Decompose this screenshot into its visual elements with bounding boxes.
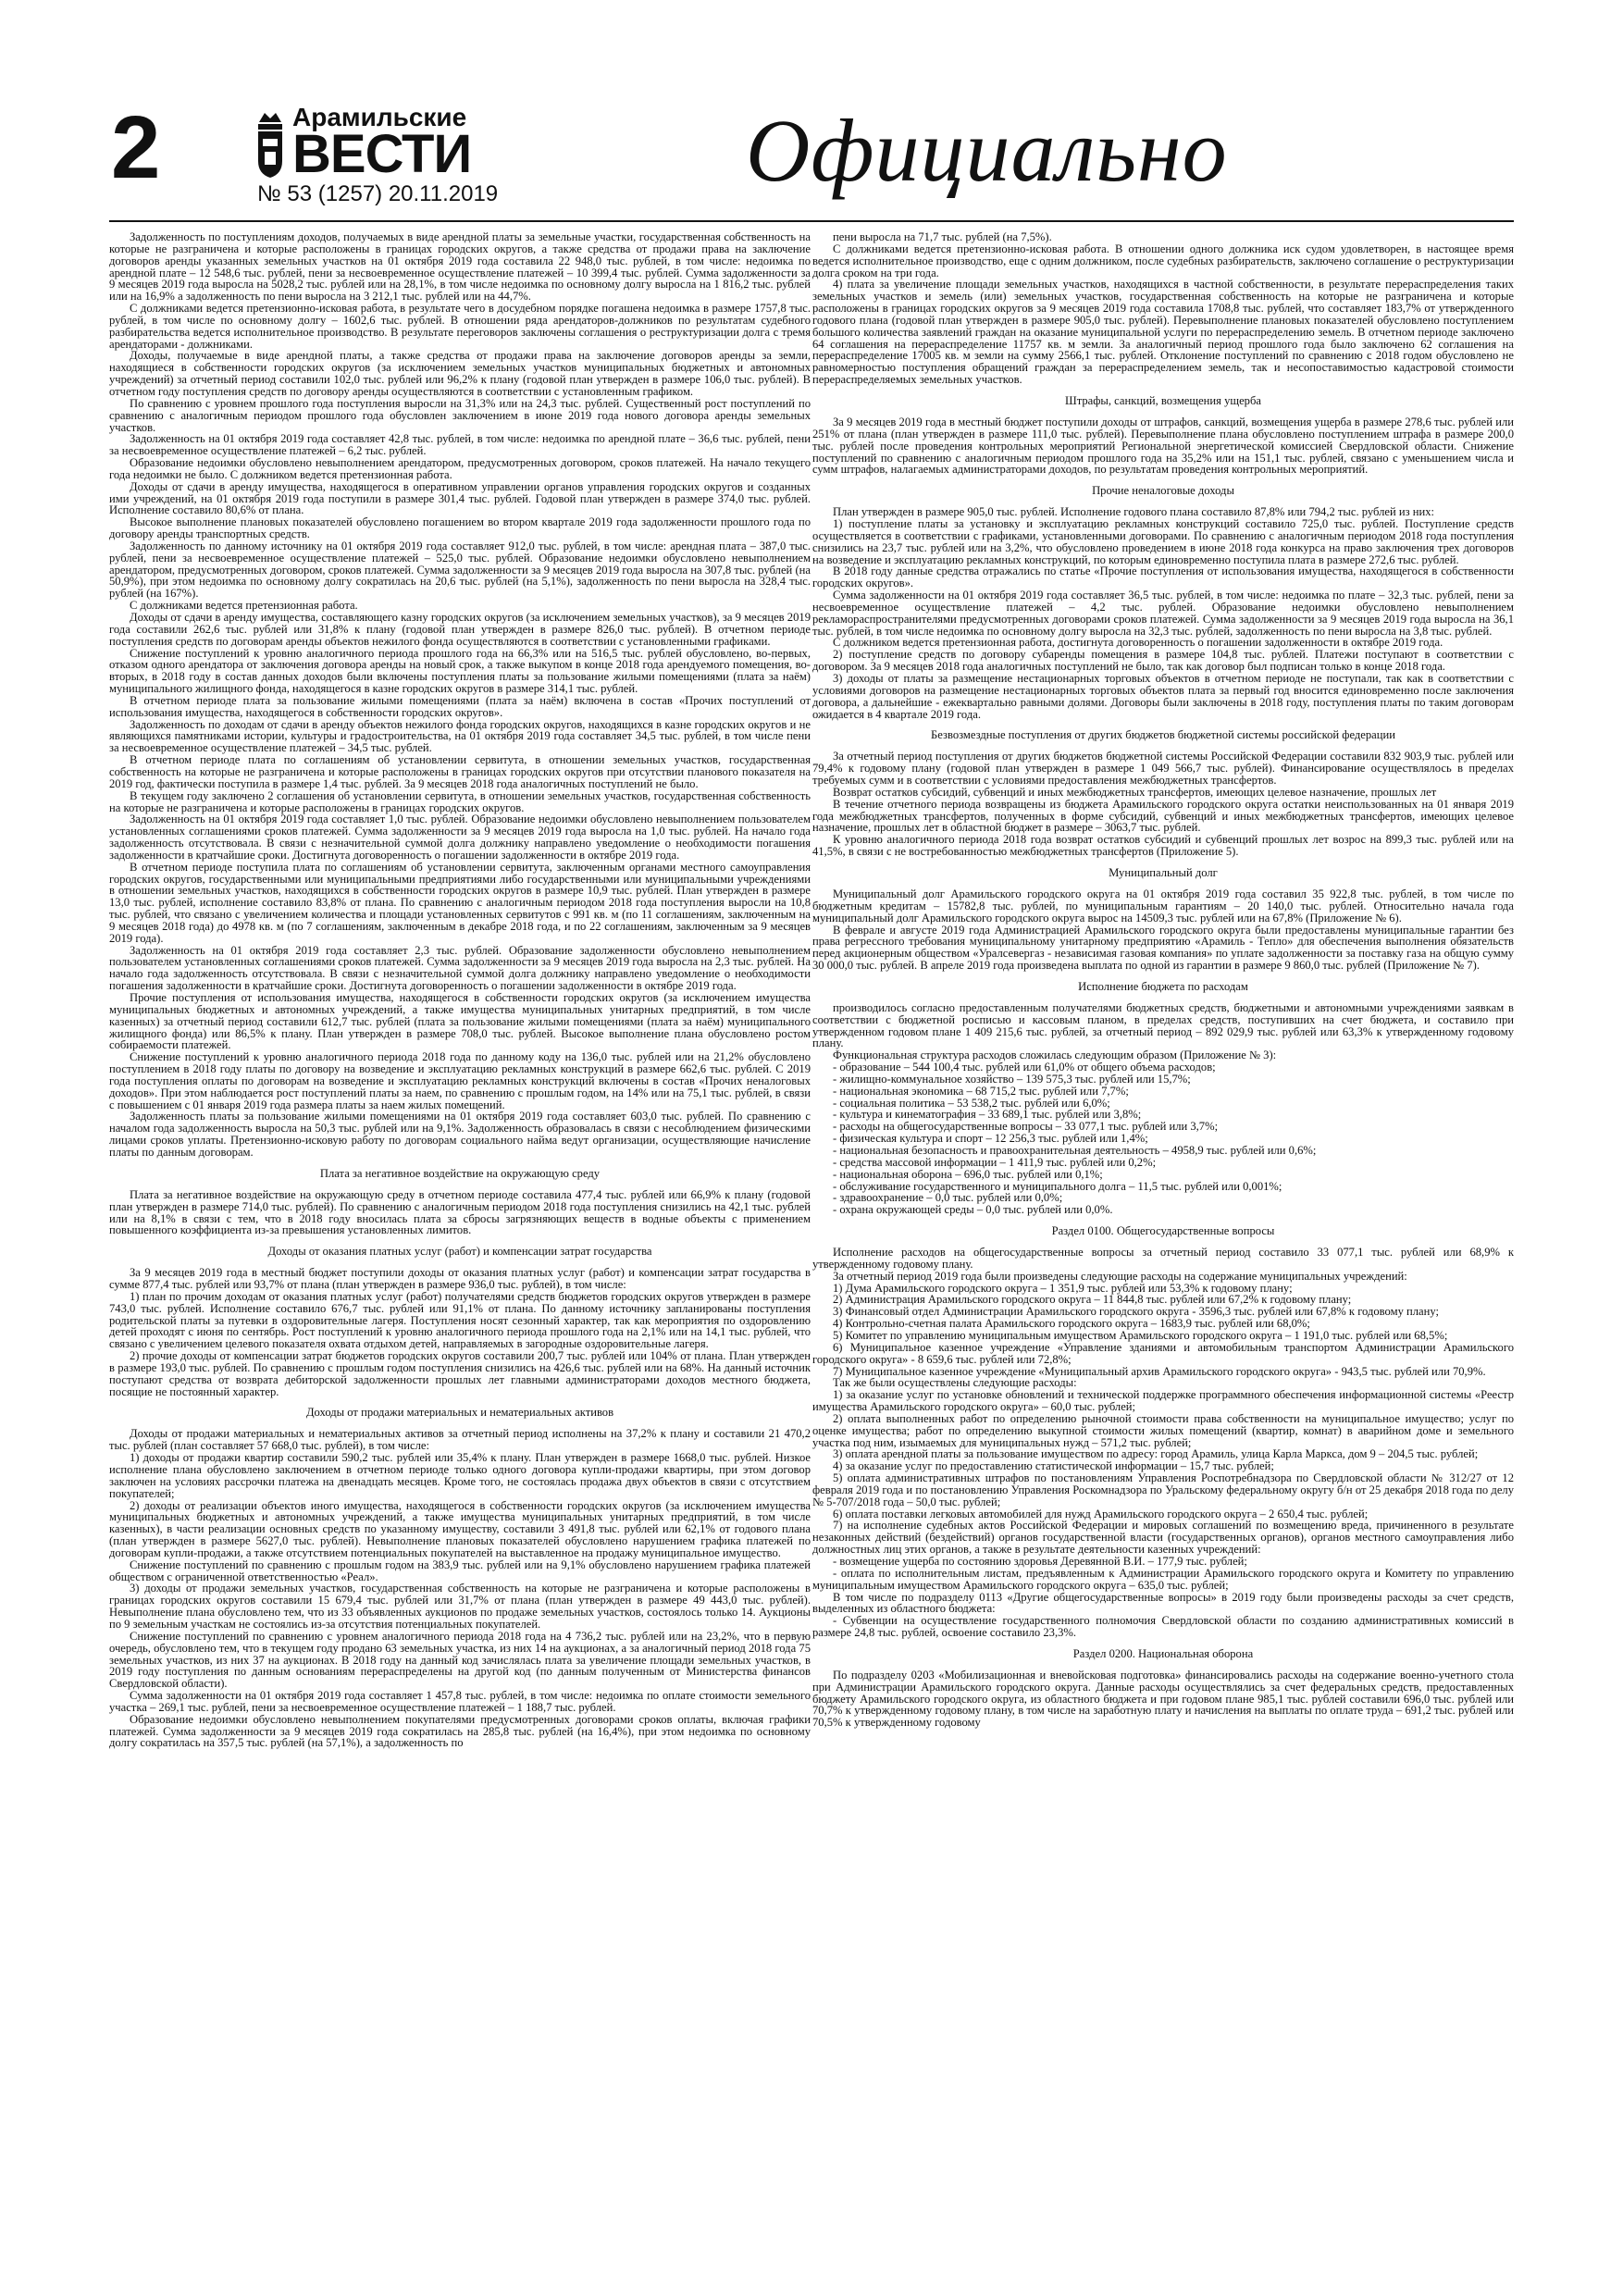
right-column-paragraph: - национальная безопасность и правоохранительная деятельность – 4958,9 тыс. рублей или 0,6%; bbox=[833, 1144, 1317, 1157]
left-column-paragraph: Плата за негативное воздействие на окружающую среду в отчетном периоде составила 477,4 тыс. рублей или 66,9% к плану (годовой план утвержден в размере 714,0 тыс. рублей). По сравнению с аналогичным периодом 2018 года поступления снизились на 42,1 тыс. рублей или на 8,1% в связи с тем, что в 2018 году вносилась плата за сбросы загрязняющих веществ в водные объекты с применением повышенного коэффициента из-за превышения установленных лимитов. bbox=[109, 1187, 811, 1237]
right-column-paragraph: За отчетный период поступления от других бюджетов бюджетной системы Российской Федерации составили 832 903,9 тыс. рублей или 79,4% к годовому плану (годовой план утвержден в размере 1 049 566,7 тыс. рублей). Финансирование осуществлялось в пределах требуемых сумм и в соответствии с условиями предоставления межбюджетных трансфертов. bbox=[812, 750, 1514, 788]
right-column-heading: Раздел 0100. Общегосударственные вопросы bbox=[1051, 1224, 1275, 1238]
left-column-paragraph: С должниками ведется претензионная работа. bbox=[130, 599, 358, 613]
left-column-paragraph: Доходы от сдачи в аренду имущества, находящегося в оперативном управлении органов управления городских округов и созданных ими учреждений, на 01 октября 2019 года поступили в размере 301,4 тыс. рублей. Годовой план утвержден в размере 374,0 тыс. рублей. Исполнение составило 80,6% от плана. bbox=[109, 479, 811, 517]
right-column-paragraph: - культура и кинематография – 33 689,1 тыс. рублей или 3,8%; bbox=[833, 1108, 1142, 1122]
right-column-paragraph: В феврале и августе 2019 года Администрацией Арамильского городского округа были предоставлены муниципальные гарантии без права регрессного требования муниципальному унитарному предприятию «Арамиль - Тепло» для обеспечения выполнения обязательств перед акционерным обществом «Уралсевергаз - независимая газовая компания» по уплате задолженности за поставку газа на общую сумму 30 000,0 тыс. рублей. В апреле 2019 года произведена выплата по одной из гарантии в размере 9 860,0 тыс. рублей (Приложение № 7). bbox=[812, 923, 1514, 973]
left-column-paragraph: Снижение поступлений к уровню аналогичного периода 2018 года по данному коду на 136,0 тыс. рублей или на 21,2% обусловлено поступлением в 2018 году платы по договору на возведение и эксплуатацию рекламных конструкций в размере 662,6 тыс. рублей. С 2019 года поступления оплаты по договорам на возведение и эксплуатацию рекламных конструкций включены в состав «Прочих неналоговых доходов». При этом наблюдается рост поступлений платы за наем, по сравнению с прошлым годом, на 14% или на 75,1 тыс. рублей, в связи с повышением с 01 января 2019 года размера платы за наем жилых помещений. bbox=[109, 1050, 811, 1111]
right-column-paragraph: 1) за оказание услуг по установке обновлений и технической поддержке программного обеспечения информационной системы «Реестр имущества Арамильского городского округа» – 60,0 тыс. рублей; bbox=[812, 1388, 1514, 1414]
left-column-paragraph: Доходы от сдачи в аренду имущества, составляющего казну городских округов (за исключением земельных участков), за 9 месяцев 2019 года составили 262,6 тыс. рублей или 31,8% к плану (годовой план утвержден в размере 826,0 тыс. рублей). В отчетном периоде поступления средств по договорам аренды объектов нежилого фонда осуществляются в соответствии с установленными графиками. bbox=[109, 611, 811, 648]
right-column-paragraph: - национальная экономика – 68 715,2 тыс. рублей или 7,7%; bbox=[833, 1084, 1129, 1098]
right-column-paragraph: За 9 месяцев 2019 года в местный бюджет поступили доходы от штрафов, санкций, возмещения ущерба в размере 278,6 тыс. рублей или 251% от плана (план утвержден в размере 111,0 тыс. рублей). Перевыполнение плана обусловлено поступлением штрафа в размере 200,0 тыс. рублей после проведения контрольных мероприятий Региональной энергетической комиссией Свердловской области. Снижение поступлений по сравнению с аналогичным периодом прошлого года на 35,2% или на 151,1 тыс. рублей, связано с уменьшением числа и сумм штрафов, налагаемых администраторами доходов, по результатам проведения контрольных мероприятий. bbox=[812, 415, 1514, 477]
left-column-paragraph: Снижение поступлений к уровню аналогичного периода прошлого года на 66,3% или на 516,5 тыс. рублей обусловлено, во-первых, отказом одного арендатора от заключения договора аренды на новый срок, а также выкупом в конце 2018 года арендуемого помещения, во-вторых, в 2018 году в состав данных доходов были включены поступления платы за пользование жилыми помещениями (плата за наём) муниципального жилищного фонда, находящегося в казне городских округов в размере 314,1 тыс. рублей. bbox=[109, 646, 811, 696]
header-rule bbox=[109, 220, 1514, 222]
left-column-paragraph: Задолженность на 01 октября 2019 года составляет 2,3 тыс. рублей. Образование задолженности обусловлено невыполнением пользователем установленных соглашениями сроков платежей. Сумма задолженности за 9 месяцев 2019 года выросла на 2,3 тыс. рублей. На начало года задолженность отсутствовала. В связи с незначительной суммой долга должнику направлено уведомление о необходимости погашения задолженности в кратчайшие сроки. Достигнута договоренность о погашении задолженности в октябре 2019 года. bbox=[109, 943, 811, 993]
left-column-paragraph: Снижение поступлений по сравнению с уровнем аналогичного периода 2018 года на 4 736,2 тыс. рублей или на 23,2%, что в первую очередь, обусловлено тем, что в текущем году продано 63 земельных участка, из них 14 на аукционах, а за аналогичный период 2018 года 75 земельных участков, из них 37 на аукционах. В 2018 году на данный код зачислялась плата за увеличение площади земельных участков, в 2019 году поступления по данным основаниям перераспределены на другой код (по данным полученным от Министерства финансов Свердловской области). bbox=[109, 1629, 811, 1691]
left-column-paragraph: Образование недоимки обусловлено невыполнением покупателями предусмотренных договорами сроков оплаты, включая графики платежей. Сумма задолженности за 9 месяцев 2019 года сократилась на 285,8 тыс. рублей (на 16,4%), при этом недоимка по основному долгу сократилась на 357,5 тыс. рублей (на 57,1%), а задолженность по bbox=[109, 1712, 811, 1750]
right-column-paragraph: План утвержден в размере 905,0 тыс. рублей. Исполнение годового плана составило 87,8% или 794,2 тыс. рублей из них: bbox=[833, 505, 1435, 519]
right-column-paragraph: Функциональная структура расходов сложилась следующим образом (Приложение № 3): bbox=[833, 1049, 1277, 1062]
right-column-paragraph: 2) оплата выполненных работ по определению рыночной стоимости права собственности на муниципальное имущество; услуг по оценке имущества; работ по определению выкупной стоимости жилых помещений (квартир, комнат) в аварийном доме и земельного участка под ним, изымаемых для муниципальных нужд – 571,2 тыс. рублей; bbox=[812, 1411, 1514, 1449]
right-column-paragraph: 3) оплата арендной платы за пользование имуществом по адресу: город Арамиль, улица Карла Маркса, дом 9 – 204,5 тыс. рублей; bbox=[833, 1447, 1479, 1461]
right-column-paragraph: Так же были осуществлены следующие расходы: bbox=[833, 1376, 1077, 1390]
right-column-paragraph: 5) Комитет по управлению муниципальным имуществом Арамильского городского округа – 1 191,0 тыс. рублей или 68,5%; bbox=[833, 1328, 1448, 1342]
right-column-paragraph: - возмещение ущерба по состоянию здоровья Деревянной В.И. – 177,9 тыс. рублей; bbox=[833, 1555, 1247, 1568]
right-column-paragraph: С должниками ведется претензионно-исковая работа. В отношении одного должника иск судом удовлетворен, в настоящее время ведется исполнительное производство, еще с одним должником, после судебных разбирательств, заключено соглашение о реструктуризации долга сроком на три года. bbox=[812, 242, 1514, 279]
right-column-paragraph: пени выросла на 71,7 тыс. рублей (на 7,5%). bbox=[833, 231, 1052, 243]
right-column-heading: Штрафы, санкций, возмещения ущерба bbox=[1065, 393, 1261, 407]
right-column-paragraph: 4) Контрольно-счетная палата Арамильского городского округа – 1683,9 тыс. рублей или 68,0%; bbox=[833, 1317, 1310, 1331]
logo-small-text: Арамильские bbox=[292, 103, 467, 131]
left-column-paragraph: Доходы, получаемые в виде арендной платы, а также средства от продажи права на заключение договоров аренды за земли, находящиеся в собственности городских округов (за исключением земельных участков муниципальных бюджетных и автономных учреждений) за отчетный период составили 102,0 тыс. рублей или 96,2% к плану (годовой план утвержден в размере 106,0 тыс. рублей). В отчетном году поступления средств по договору аренды осуществляются в соответствии с установленным графиком. bbox=[109, 349, 811, 398]
left-column-paragraph: За 9 месяцев 2019 года в местный бюджет поступили доходы от оказания платных услуг (работ) и компенсации затрат государства в сумме 877,4 тыс. рублей или 93,7% от плана (план утвержден в размере 936,0 тыс. рублей), в том числе: bbox=[109, 1266, 811, 1292]
coat-of-arms-icon bbox=[255, 109, 285, 180]
right-column-paragraph: В том числе по подразделу 0113 «Другие общегосударственные вопросы» в 2019 году были произведены расходы за счет средств, выделенных из областного бюджета: bbox=[812, 1590, 1514, 1616]
right-column-paragraph: - образование – 544 100,4 тыс. рублей или 61,0% от общего объема расходов; bbox=[833, 1061, 1216, 1074]
section-title: Официально bbox=[746, 101, 1228, 200]
right-column-paragraph: 6) Муниципальное казенное учреждение «Управление зданиями и автомобильным транспортом Администрации Арамильского городского округа» - 8 659,6 тыс. рублей или 72,8%; bbox=[812, 1340, 1514, 1366]
right-column-paragraph: 5) оплата административных штрафов по постановлениям Управления Роспотребнадзора по Свердловской области № 312/27 от 12 февраля 2019 года и по постановлению Управления Роскомнадзора по Уральскому федеральному округу б/н от 25 декабря 2018 года по делу № 5-707/2018 года – 50,0 тыс. рублей; bbox=[812, 1471, 1514, 1508]
right-column-paragraph: 6) оплата поставки легковых автомобилей для нужд Арамильского городского округа – 2 650,4 тыс. рублей; bbox=[833, 1507, 1369, 1520]
right-column-paragraph: - здравоохранение – 0,0 тыс. рублей или 0,0%; bbox=[833, 1191, 1063, 1205]
right-column-paragraph: За отчетный период 2019 года были произведены следующие расходы на содержание муниципальных учреждений: bbox=[833, 1269, 1407, 1283]
left-column-paragraph: Задолженность платы за пользование жилыми помещениями на 01 октября 2019 года составляет 603,0 тыс. рублей. По сравнению с началом года задолженность выросла на 50,3 тыс. рублей или на 9,1%. Задолженность образовалась в связи с несоблюдением физическими лицами сроков уплаты. Претензионно-исковую работу по договорам социального найма ведут организации, осуществляющие начисление платы по данным договорам. bbox=[109, 1110, 811, 1159]
right-column-paragraph: - оплата по исполнительным листам, предъявленным к Администрации Арамильского городского округа и Комитету по управлению муниципальным имуществом Арамильского городского округа – 635,0 тыс. рублей; bbox=[812, 1566, 1514, 1592]
right-column-paragraph: 2) Администрация Арамильского городского округа – 11 844,8 тыс. рублей или 67,2% к годовому плану; bbox=[833, 1293, 1352, 1307]
left-column-paragraph: 1) план по прочим доходам от оказания платных услуг (работ) получателями средств бюджетов городских округов утвержден в размере 743,0 тыс. рублей. Исполнение составило 676,7 тыс. рублей или 91,1% от плана. По данному источнику запланированы поступления родительской платы за путевки в оздоровительные лагеря. Поступления носят сезонный характер, так как мероприятия по оздоровлению детей проходят с июня по сентябрь. Рост поступлений к уровню аналогичного периода прошлого года на 2,1% или на 14,1 тыс. рублей, что связано с увеличением целевого показателя охвата отдыхом детей, направляемых в загородные оздоровительные лагеря. bbox=[109, 1289, 811, 1351]
right-column-paragraph: - физическая культура и спорт – 12 256,3 тыс. рублей или 1,4%; bbox=[833, 1132, 1148, 1146]
right-column-paragraph: Возврат остатков субсидий, субвенций и иных межбюджетных трансфертов, имеющих целевое назначение, прошлых лет bbox=[833, 785, 1437, 799]
right-column-paragraph: К уровню аналогичного периода 2018 года возврат остатков субсидий и субвенций прошлых лет возрос на 899,3 тыс. рублей или на 41,5%, в связи с не востребованностью межбюджетных трансфертов (Приложение 5). bbox=[812, 833, 1514, 859]
right-column-paragraph: - Субвенции на осуществление государственного полномочия Свердловской области по созданию административных комиссий в размере 24,8 тыс. рублей, освоение составило 23,3%. bbox=[812, 1614, 1514, 1640]
newspaper-logo bbox=[255, 104, 477, 187]
right-column-paragraph: По подразделу 0203 «Мобилизационная и вневойсковая подготовка» финансировались расходы на содержание военно-учетного стола при Администрации Арамильского городского округа. Данные расходы осуществлялись за счет федеральных средств, предоставленных бюджету Арамильского городского округа, из областного бюджета и при годовом плане 985,1 тыс. рублей составили 696,0 тыс. рублей или 70,7% к утвержденному годовому плану, в том числе на заработную плату и начисления на выплаты по оплате труда – 691,2 тыс. рублей или 70,5% к утвержденному годовому bbox=[812, 1668, 1514, 1730]
left-column-paragraph: Снижение поступлений по сравнению с прошлым годом на 383,9 тыс. рублей или на 9,1% обусловлено нарушением графика платежей обществом с ограниченной ответственностью «Реал». bbox=[109, 1558, 811, 1583]
left-column bbox=[109, 231, 811, 2272]
left-column-paragraph: Задолженность по доходам от сдачи в аренду объектов нежилого фонда городских округов, находящихся в казне городских округов и не являющихся памятниками истории, культуры и градостроительства, на 01 октября 2019 года составляет 34,5 тыс. рублей, в том числе пени за несвоевременное осуществление платежей – 34,5 тыс. рублей. bbox=[109, 717, 811, 755]
right-column-paragraph: Муниципальный долг Арамильского городского округа на 01 октября 2019 года составил 35 922,8 тыс. рублей, в том числе по бюджетным кредитам – 15782,8 тыс. рублей, по муниципальным гарантиям – 20 140,0 тыс. рублей. Относительно начала года муниципальный долг Арамильского городского округа вырос на 14509,3 тыс. рублей или на 67,8% (Приложение № 6). bbox=[812, 887, 1514, 925]
left-column-paragraph: В отчетном периоде поступила плата по соглашениям об установлении сервитута, заключенным органами местного самоуправления городских округов, государственными или муниципальными предприятиями либо государственными или муниципальными учреждениями в отношении земельных участков, находящихся в собственности городских округов в размере 10,9 тыс. рублей. План утвержден в размере 13,0 тыс. рублей, исполнение составило 83,8% от плана. По сравнению с аналогичным периодом 2018 года поступления выросли на 10,8 тыс. рублей, что связано с увеличением количества и площади установленных сервитутов с 991 кв. м (по 11 соглашениям, заключенным на 9 месяцев 2018 года) до 4978 кв. м (по 7 соглашениям, заключенным в декабре 2018 года, и по 22 соглашениям, заключенным за 9 месяцев 2019 года). bbox=[109, 860, 811, 945]
right-column-paragraph: 3) доходы от платы за размещение нестационарных торговых объектов в отчетном периоде не поступали, так как в соответствии с условиями договоров на размещение нестационарных торговых объектов плата за первый год вносится единовременно после заключения договора, а дальнейшие - ежеквартально равными долями. Договоры были заключены в 2018 году, поступления платы по таким договорам ожидается в 4 квартале 2019 года. bbox=[812, 672, 1514, 721]
left-column-paragraph: Прочие поступления от использования имущества, находящегося в собственности городских округов (за исключением имущества муниципальных бюджетных и автономных учреждений, а также имущества муниципальных унитарных предприятий, в том числе казенных) за отчетный период составили 612,7 тыс. рублей (плата за пользование жилыми помещениями (плата за наём) муниципального жилищного фонда) или 86,5% к плану. План утвержден в размере 708,0 тыс. рублей. Высокое выполнение плана обусловлено ростом собираемости платежей. bbox=[109, 991, 811, 1052]
right-column-paragraph: 3) Финансовый отдел Администрации Арамильского городского округа - 3596,3 тыс. рублей или 67,8% к годовому плану; bbox=[833, 1305, 1440, 1319]
left-column-paragraph: Задолженность на 01 октября 2019 года составляет 42,8 тыс. рублей, в том числе: недоимка по арендной плате – 36,6 тыс. рублей, пени за несвоевременное осуществление платежей – 6,2 тыс. рублей. bbox=[109, 432, 811, 458]
right-column-paragraph: Сумма задолженности на 01 октября 2019 года составляет 36,5 тыс. рублей, в том числе: недоимка по плате – 32,3 тыс. рублей, пени за несвоевременное осуществление платежей – 4,2 тыс. рублей. Образование недоимки обусловлено невыполнением рекламораспространителями предусмотренных договорами сроков платежей. Сумма задолженности за 9 месяцев 2019 года выросла на 36,1 тыс. рублей, в том числе недоимка по основному долгу выросла на 32,3 тыс. рублей, задолженность по пени выросла на 3,8 тыс. рублей. bbox=[812, 589, 1514, 638]
left-column-paragraph: Задолженность по поступлениям доходов, получаемых в виде арендной платы за земельные участки, государственная собственность на которые не разграничена и которые расположены в границах городских округов, а также средства от продажи права на заключение договоров аренды указанных земельных участков на 01 октября 2019 года составила 22 948,0 тыс. рублей, в том числе: недоимка по арендной плате – 12 548,6 тыс. рублей, пени за несвоевременное осуществление платежей – 10 399,4 тыс. рублей. Сумма задолженности за 9 месяцев 2019 года выросла на 5028,2 тыс. рублей или на 28,1%, в том числе недоимка по основному долгу выросла на 1 816,2 тыс. рублей или на 16,9% а задолженность по пени выросла на 3 212,1 тыс. рублей или на 44,7%. bbox=[109, 231, 811, 304]
left-column-paragraph: Задолженность по данному источнику на 01 октября 2019 года составляет 912,0 тыс. рублей, в том числе: арендная плата – 387,0 тыс. рублей, пени за несвоевременное осуществление платежей – 525,0 тыс. рублей. Образование недоимки обусловлено невыполнением арендатором, предусмотренных договором, сроков платежей. Сумма задолженности за 9 месяцев 2019 года выросла на 307,8 тыс. рублей (на 50,9%), при этом недоимка по основному долгу сократилась на 20,6 тыс. рублей (на 5,1%), задолженность по пени выросла на 328,4 тыс. рублей (на 167%). bbox=[109, 539, 811, 601]
left-column-paragraph: Доходы от продажи материальных и нематериальных активов за отчетный период исполнены на 37,2% к плану и составили 21 470,2 тыс. рублей (план составляет 57 668,0 тыс. рублей), в том числе: bbox=[109, 1427, 811, 1453]
right-column-paragraph: - социальная политика – 53 538,2 тыс. рублей или 6,0%; bbox=[833, 1096, 1110, 1110]
right-column-paragraph: производилось согласно предоставленным получателями бюджетных средств, бюджетными и автономными учреждениями заявкам в соответствии с бюджетной росписью и кассовым планом, в пределах средств, поступивших на счет бюджета, и составило при утвержденном годовом плане 1 409 215,6 тыс. рублей, за отчетный период – 892 029,9 тыс. рублей или 63,3% к утвержденному годовому плану. bbox=[812, 1000, 1514, 1050]
masthead bbox=[0, 0, 1623, 231]
right-column-paragraph: - расходы на общегосударственные вопросы – 33 077,1 тыс. рублей или 3,7%; bbox=[833, 1120, 1219, 1134]
left-column-paragraph: По сравнению с уровнем прошлого года поступления выросли на 31,3% или на 24,3 тыс. рублей. Существенный рост поступлений по сравнению с аналогичным периодом прошлого года обусловлен заключением в июне 2019 года нового договора аренды земельных участков. bbox=[109, 396, 811, 434]
right-column-paragraph: 1) Дума Арамильского городского округа – 1 351,9 тыс. рублей или 53,3% к годовому плану; bbox=[833, 1281, 1293, 1295]
right-column-paragraph: 2) поступление средств по договору субаренды помещения в размере 104,8 тыс. рублей. Платежи поступают в соответствии с договором. За 9 месяцев 2018 года аналогичных поступлений не было, так как договор был подписан только в конце 2018 года. bbox=[812, 648, 1514, 674]
right-column-paragraph: В течение отчетного периода возвращены из бюджета Арамильского городского округа остатки неиспользованных на 01 января 2019 года межбюджетных трансфертов, полученных в форме субсидий, субвенций и иных межбюджетных трансфертов, имеющих целевое назначение, прошлых лет в областной бюджет в размере – 3063,7 тыс. рублей. bbox=[812, 797, 1514, 835]
right-column-paragraph: 7) на исполнение судебных актов Российской Федерации и мировых соглашений по возмещению вреда, причиненного в результате незаконных действий (бездействий) органов государственной власти (государственных органов), органов местного самоуправления либо должностных лиц этих органов, а также в результате деятельности казенных учреждений: bbox=[812, 1519, 1514, 1557]
right-column bbox=[812, 231, 1514, 2272]
right-column-heading: Раздел 0200. Национальная оборона bbox=[1072, 1646, 1254, 1660]
left-column-paragraph: 1) доходы от продажи квартир составили 590,2 тыс. рублей или 35,4% к плану. План утвержден в размере 1668,0 тыс. рублей. Низкое исполнение плана обусловлено заключением в отчетном периоде только одного договора купли-продажи квартиры, при этом договор заключен на условиях рассрочки платежа на двенадцать месяцев. Кроме того, не состоялась продажа двух объектов в связи с отсутствием покупателей; bbox=[109, 1451, 811, 1500]
left-column-heading: Доходы от оказания платных услуг (работ) и компенсации затрат государства bbox=[267, 1245, 652, 1259]
right-column-heading: Безвозмездные поступления от других бюджетов бюджетной системы российской федерации bbox=[931, 728, 1395, 742]
right-column-paragraph: В 2018 году данные средства отражались по статье «Прочие поступления от использования имущества, находящегося в собственности городских округов». bbox=[812, 565, 1514, 590]
right-column-paragraph: 4) за оказание услуг по предоставлению статистической информации – 15,7 тыс. рублей; bbox=[833, 1459, 1274, 1473]
left-column-paragraph: В отчетном периоде плата за пользование жилыми помещениями (плата за наём) включена в состав «Прочих поступлений от использования имущества, находящегося в собственности городских округов». bbox=[109, 693, 811, 719]
right-column-paragraph: 7) Муниципальное казенное учреждение «Муниципальный архив Арамильского городского округа» - 943,5 тыс. рублей или 70,9%. bbox=[833, 1364, 1486, 1378]
right-column-paragraph: - обслуживание государственного и муниципального долга – 11,5 тыс. рублей или 0,001%; bbox=[833, 1179, 1282, 1193]
left-column-paragraph: Высокое выполнение плановых показателей обусловлено погашением во втором квартале 2019 года задолженности прошлого года по договору аренды транспортных средств. bbox=[109, 515, 811, 541]
left-column-paragraph: Задолженность на 01 октября 2019 года составляет 1,0 тыс. рублей. Образование недоимки обусловлено невыполнением пользователем установленных соглашениями сроков платежей. Сумма задолженности за 9 месяцев 2019 года выросла на 1,0 тыс. рублей. На начало года задолженность отсутствовала. В связи с незначительной суммой долга должнику направлено уведомление о необходимости погашения задолженности в кратчайшие сроки. Достигнута договоренность о погашении задолженности в октябре 2019 года. bbox=[109, 813, 811, 862]
right-column-paragraph: - средства массовой информации – 1 411,9 тыс. рублей или 0,2%; bbox=[833, 1155, 1157, 1169]
issue-info: № 53 (1257) 20.11.2019 bbox=[257, 181, 499, 206]
left-column-heading: Доходы от продажи материальных и нематериальных активов bbox=[305, 1406, 614, 1420]
right-column-paragraph: 1) поступление платы за установку и эксплуатацию рекламных конструкций составило 725,0 тыс. рублей. Поступление средств осуществляется в соответствии с графиками, установленными договорами. По сравнению с аналогичным периодом 2018 года поступления снизились на 23,7 тыс. рублей или на 3,2%, что обусловлено проведением в июне 2018 года конкурса на право заключения трех договоров на возведение и эксплуатацию рекламных конструкций, по которым единовременно поступила плата в размере 272,6 тыс. рублей. bbox=[812, 517, 1514, 566]
left-column-paragraph: В текущем году заключено 2 соглашения об установлении сервитута, в отношении земельных участков, государственная собственность на которые не разграничена и которые расположены в границах городских округов. bbox=[109, 788, 811, 814]
right-column-paragraph: С должником ведется претензионная работа, достигнута договоренность о погашении задолженности в октябре 2019 года. bbox=[833, 636, 1443, 650]
left-column-paragraph: 2) прочие доходы от компенсации затрат бюджетов городских округов составили 200,7 тыс. рублей или 104% от плана. План утвержден в размере 193,0 тыс. рублей. По сравнению с прошлым годом поступления снизились на 426,6 тыс. рублей или на 68%. На данный источник поступают средства от возврата дебиторской задолженности прошлых лет главными администраторами доходов местного бюджета, посящие не постоянный характер. bbox=[109, 1349, 811, 1398]
right-column-paragraph: 4) плата за увеличение площади земельных участков, находящихся в частной собственности, в результате перераспределения таких земельных участков и земель (или) земельных участков, государственная собственность на которые не разграничена и которые расположены в границах городских округов за 9 месяцев 2019 года составила 1708,8 тыс. рублей, что составляет 183,7% от утвержденного годового плана (годовой план утвержден в размере 905,0 тыс. рублей). Перевыполнение плановых показателей обусловлено поступлением большого количества заявлений граждан на оказание муниципальной услуги по перераспределению земель. В отчетном периоде заключено 64 соглашения на перераспределение 11757 кв. м земли. За аналогичный период прошлого года было заключено 62 соглашения на перераспределение 17005 кв. м земли на сумму 2566,1 тыс. рублей. Отклонение поступлений по сравнению с 2018 годом обусловлено не равномерностью поступления обращений граждан за перераспределением земель, так и несопоставимостью кадастровой стоимости перераспределяемых земельных участков. bbox=[812, 278, 1514, 387]
right-column-heading: Исполнение бюджета по расходам bbox=[1078, 979, 1248, 993]
right-column-heading: Муниципальный долг bbox=[1109, 865, 1218, 879]
right-column-paragraph: - жилищно-коммунальное хозяйство – 139 575,3 тыс. рублей или 15,7%; bbox=[833, 1072, 1191, 1086]
left-column-paragraph: Сумма задолженности на 01 октября 2019 года составляет 1 457,8 тыс. рублей, в том числе: недоимка по оплате стоимости земельного участка – 269,1 тыс. рублей, пени за несвоевременное осуществление платежей – 1 188,7 тыс. рублей. bbox=[109, 1689, 811, 1714]
left-column-paragraph: В отчетном периоде плата по соглашениям об установлении сервитута, в отношении земельных участков, государственная собственность на которые не разграничена и которые расположены в границах городских округов при отсутствии планового показателя на 2019 год, фактически поступила в размере 1,4 тыс. рублей. За 9 месяцев 2018 года аналогичных поступлений не было. bbox=[109, 753, 811, 790]
right-column-paragraph: - национальная оборона – 696,0 тыс. рублей или 0,1%; bbox=[833, 1167, 1103, 1181]
left-column-paragraph: 3) доходы от продажи земельных участков, государственная собственность на которые не разграничена и которые расположены в границах городских округов составили 15 679,4 тыс. рублей или 31,7% от плана (план утвержден в размере 49 443,0 тыс. рублей). Невыполнение плана обусловлено тем, что из 33 объявленных аукционов по продаже земельных участков, состоялось только 14. Аукционы по 9 земельным участкам не состоялись из-за отсутствия потенциальных покупателей. bbox=[109, 1582, 811, 1631]
left-column-paragraph: С должниками ведется претензионно-исковая работа, в результате чего в досудебном порядке погашена недоимка в размере 1757,8 тыс. рублей, в том числе по основному долгу – 1602,6 тыс. рублей. В отношении ряда арендаторов-должников по результатам судебного разбирательства ведется исполнительное производство. В результате переговоров заключены соглашения о реструктуризации долга с тремя арендаторами - должниками. bbox=[109, 302, 811, 351]
right-column-paragraph: Исполнение расходов на общегосударственные вопросы за отчетный период составило 33 077,1 тыс. рублей или 68,9% к утвержденному годовому плану. bbox=[812, 1246, 1514, 1271]
logo-big-text: ВЕСТИ bbox=[292, 124, 472, 184]
left-column-paragraph: Образование недоимки обусловлено невыполнением арендатором, предусмотренных договором, сроков платежей. На начало текущего года недоимки не было. С должником ведется претензионная работа. bbox=[109, 456, 811, 481]
left-column-paragraph: 2) доходы от реализации объектов иного имущества, находящегося в собственности городских округов (за исключением имущества муниципальных бюджетных и автономных учреждений, а также имущества муниципальных унитарных предприятий, в том числе казенных), в части реализации основных средств по указанному имуществу, составили 3 491,8 тыс. рублей или 62,1% от годового плана (план утвержден в размере 5627,0 тыс. рублей). Невыполнение плановых показателей обусловлено нарушением графика платежей по договорам купли-продажи, а также отсутствием потенциальных покупателей на выставленное на продажу муниципальное имущество. bbox=[109, 1498, 811, 1559]
right-column-paragraph: - охрана окружающей среды – 0,0 тыс. рублей или 0,0%. bbox=[833, 1203, 1113, 1217]
left-column-heading: Плата за негативное воздействие на окружающую среду bbox=[319, 1166, 601, 1180]
right-column-heading: Прочие неналоговые доходы bbox=[1092, 484, 1234, 498]
page-number: 2 bbox=[111, 98, 161, 197]
